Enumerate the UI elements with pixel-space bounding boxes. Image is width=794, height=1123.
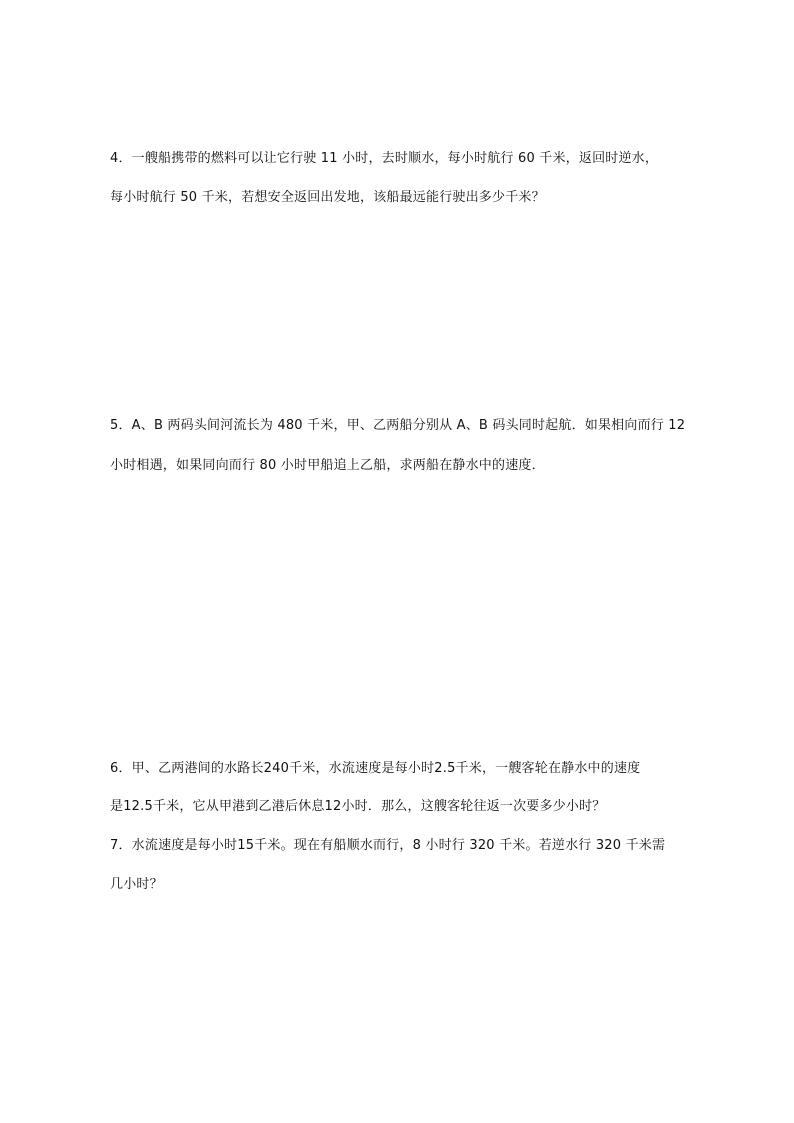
question-4-line-1: 4．一艘船携带的燃料可以让它行驶 11 小时，去时顺水，每小时航行 60 千米，返回时逆水， [110, 151, 659, 166]
question-4-line-2: 每小时航行 50 千米，若想安全返回出发地，该船最远能行驶出多少千米？ [110, 190, 545, 205]
question-7-line-2: 几小时？ [110, 877, 163, 892]
question-5-line-2: 小时相遇，如果同向而行 80 小时甲船追上乙船，求两船在静水中的速度． [110, 458, 545, 473]
question-7-line-1: 7．水流速度是每小时15千米。现在有船顺水而行，8 小时行 320 千米。若逆水行 320 千米需 [110, 838, 666, 853]
question-6-line-2: 是12.5千米，它从甲港到乙港后休息12小时．那么，这艘客轮往返一次要多少小时？ [110, 799, 606, 814]
question-6-line-1: 6．甲、乙两港间的水路长240千米，水流速度是每小时2.5千米，一艘客轮在静水中的速度 [110, 761, 641, 776]
question-5-line-1: 5．A、B 两码头间河流长为 480 千米，甲、乙两船分别从 A、B 码头同时起航．如果相向而行 12 [110, 418, 686, 433]
